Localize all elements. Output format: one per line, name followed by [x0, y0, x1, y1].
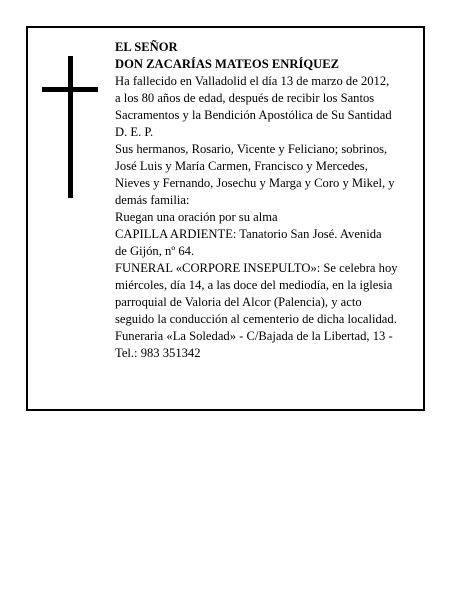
funeral-line-1: FUNERAL «CORPORE INSEPULTO»: Se celebra hoy — [115, 261, 398, 275]
funeral-home-line-1: Funeraria «La Soledad» - C/Bajada de la Libertad, 13 - — [115, 329, 393, 343]
funeral-line-2: miércoles, día 14, a las doce del mediodía, en la iglesia — [115, 278, 393, 292]
death-announcement-line-3: Sacramentos y la Bendición Apostólica de Su Santidad — [115, 108, 392, 122]
notice-text — [115, 39, 427, 362]
latin-cross-icon — [42, 56, 98, 198]
chapel-line-2: de Gijón, nº 64. — [115, 244, 195, 258]
death-announcement-line-2: a los 80 años de edad, después de recibir los Santos — [115, 91, 375, 105]
obituary-notice — [26, 26, 425, 411]
heading-title: EL SEÑOR — [115, 40, 178, 54]
family-line-1: Sus hermanos, Rosario, Vicente y Feliciano; sobrinos, — [115, 142, 388, 156]
family-line-3: Nieves y Fernando, Josechu y Marga y Coro y Mikel, y — [115, 176, 395, 190]
cross-vertical-bar — [68, 56, 73, 198]
family-line-4: demás familia: — [115, 193, 190, 207]
deceased-name: DON ZACARÍAS MATEOS ENRÍQUEZ — [115, 57, 340, 71]
funeral-line-4: seguido la conducción al cementerio de dicha localidad. — [115, 312, 397, 326]
funeral-home-line-2: Tel.: 983 351342 — [115, 346, 201, 360]
death-announcement-line-1: Ha fallecido en Valladolid el día 13 de marzo de 2012, — [115, 74, 390, 88]
cross-horizontal-bar — [42, 87, 98, 92]
prayer-request: Ruegan una oración por su alma — [115, 210, 278, 224]
chapel-line-1: CAPILLA ARDIENTE: Tanatorio San José. Avenida — [115, 227, 382, 241]
rip-line: D. E. P. — [115, 125, 154, 139]
funeral-line-3: parroquial de Valoria del Alcor (Palencia), y acto — [115, 295, 362, 309]
family-line-2: José Luis y María Carmen, Francisco y Mercedes, — [115, 159, 368, 173]
